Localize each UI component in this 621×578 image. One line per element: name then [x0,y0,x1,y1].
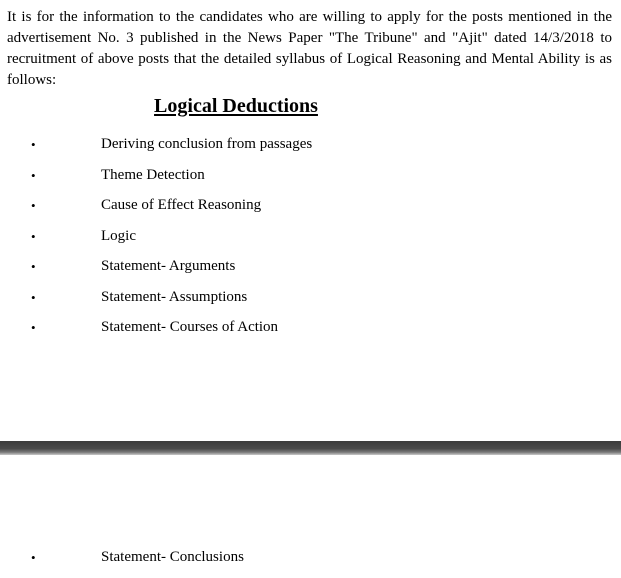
bullet-icon: • [31,320,36,335]
bullet-icon: • [31,167,36,183]
bullet-icon: • [31,137,36,152]
bullet-icon: • [31,228,36,244]
intro-paragraph: It is for the information to the candidates who are willing to apply for the posts mentioned in the advertisement No. 3 published in the News Paper "The Tribune" and "Ajit" dated 14/3/2018 to recruitment of above posts that the detailed syllabus of Logical Reasoning and Mental Ability is as follows: [7,9,612,88]
list-item-label: Cause of Effect Reasoning [101,197,262,213]
list-item-label: Statement- Courses of Action [101,319,279,335]
bullet-icon: • [31,198,36,213]
list-item-label: Theme Detection [101,166,205,183]
bullet-icon: • [31,289,36,305]
document-page-2 [0,455,621,577]
bullet-icon: • [31,259,36,274]
list-item-label: Statement- Assumptions [101,288,248,305]
bullet-icon: • [31,550,36,565]
list-item-label: Logic [101,227,136,244]
section-heading: Logical Deductions [154,95,318,117]
page-separator [0,441,621,455]
list-item-label: Statement- Conclusions [101,549,244,565]
list-item-label: Statement- Arguments [101,258,236,274]
list-item-label: Deriving conclusion from passages [101,136,313,152]
